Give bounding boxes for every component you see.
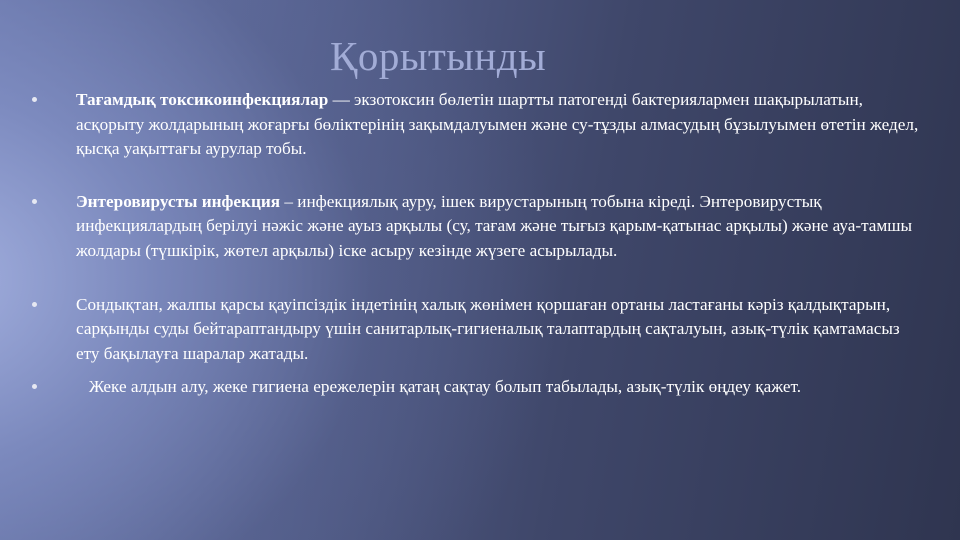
bullet-item-food-toxicoinfection <box>32 88 922 162</box>
bullet-description: Жеке алдын алу, жеке гигиена ережелерін қатаң сақтау болып табылады, азық-түлік өңдеу қажет. <box>76 377 802 397</box>
bullet-term: Энтеровирусты инфекция <box>76 191 281 211</box>
bullet-icon <box>32 384 37 389</box>
bullet-description: – инфекциялық ауру, ішек вирустарының тобына кіреді. Энтеровирустық инфекциялардың берілуі нәжіс және ауыз арқылы (су, тағам және тығыз қарым-қатынас арқылы) және ауа-тамшы жолдары (түшкірік, жөтел арқылы) іске асыру кезінде жүзеге асырылады. <box>76 191 913 260</box>
bullet-term: Тағамдық токсикоинфекциялар <box>76 90 329 109</box>
bullet-text <box>76 192 912 260</box>
slide-title: Қорытынды <box>330 33 547 79</box>
bullet-icon <box>32 302 37 307</box>
bullet-text <box>76 90 918 158</box>
bullet-item-personal-prevention <box>32 375 922 400</box>
bullet-item-prevention-measures <box>32 293 922 367</box>
bullet-description: — экзотоксин бөлетін шартты патогенді бактериялармен шақырылатын, асқорыту жолдарының жоғарғы бөліктерінің зақымдалуымен және су-тұзды алмасудың бұзылуымен өтетін жедел, қысқа уақыттағы аурулар тобы. <box>76 90 919 159</box>
bullet-list <box>32 88 922 400</box>
bullet-description: Сондықтан, жалпы қарсы қауіпсіздік індетінің халық жөнімен қоршаған ортаны ластағаны кәріз қалдықтарын, сарқынды суды бейтараптандыру үшін санитарлық-гигиеналық талаптардың сақталуын, азық-түлік қамтамасыз ету бақылауға шаралар жатады. <box>76 294 900 363</box>
bullet-text <box>76 377 801 396</box>
bullet-icon <box>32 97 37 102</box>
bullet-text <box>76 295 900 363</box>
bullet-icon <box>32 199 37 204</box>
bullet-item-enterovirus-infection <box>32 190 922 264</box>
